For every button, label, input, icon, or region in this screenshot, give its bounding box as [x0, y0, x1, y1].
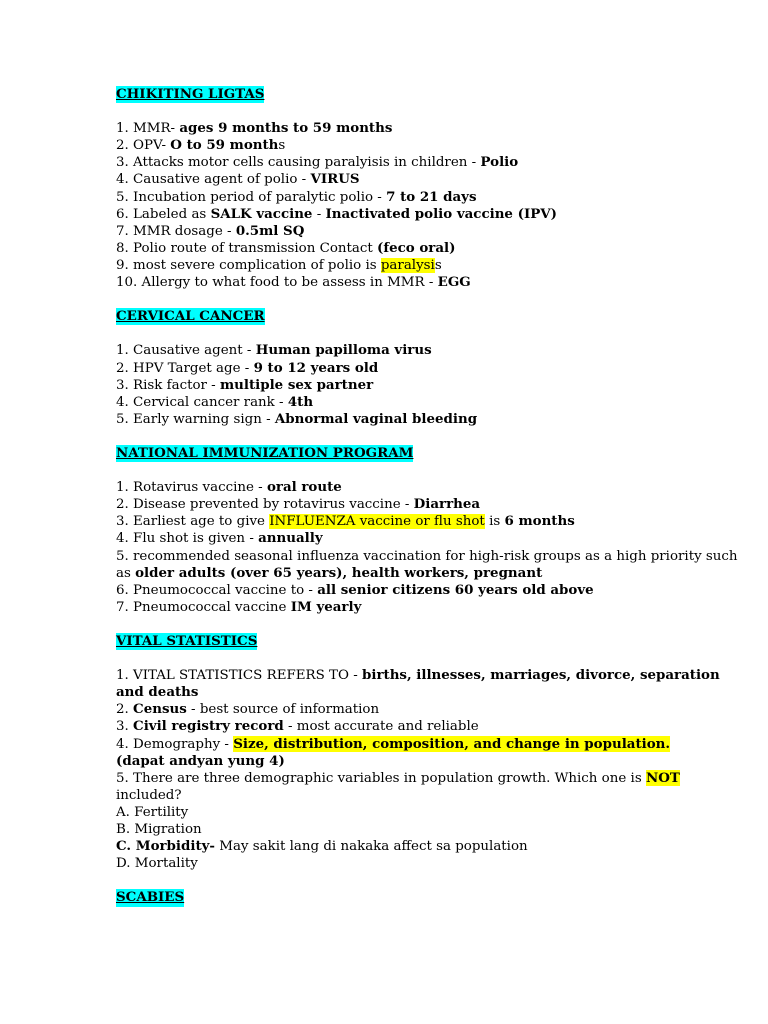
item-text: 1. VITAL STATISTICS REFERS TO -: [116, 668, 362, 684]
item-text: A. Fertility: [116, 804, 189, 820]
item-answer: 4th: [287, 393, 314, 410]
item-answer: oral route: [266, 479, 342, 496]
list-item: [116, 838, 746, 855]
item-answer: all senior citizens 60 years old above: [317, 581, 594, 598]
section-heading: CERVICAL CANCER: [116, 308, 265, 325]
item-text: 5. There are three demographic variables in population growth. Which one is: [116, 770, 646, 786]
item-text: 3. Risk factor -: [116, 377, 220, 393]
item-text: D. Mortality: [116, 856, 198, 872]
item-answer: IM yearly: [290, 598, 362, 615]
item-text: 9. most severe complication of polio is: [116, 257, 381, 273]
item-text: 1. MMR-: [116, 121, 180, 137]
list-item: [116, 171, 746, 188]
document-body: [116, 86, 746, 924]
list-item: [116, 496, 746, 513]
highlighted-answer: Size, distribution, composition, and change in population.: [233, 735, 671, 752]
item-text: 3.: [116, 719, 134, 735]
item-text: 7. Pneumococcal vaccine: [116, 599, 291, 615]
item-text: 3. Attacks motor cells causing paralyisis in children -: [116, 155, 481, 171]
list-item: [116, 240, 746, 257]
item-answer: Human papilloma virus: [255, 342, 432, 359]
item-text: 2. OPV-: [116, 138, 171, 154]
item-answer: annually: [258, 530, 323, 547]
item-text: included?: [116, 787, 182, 803]
spacer: [116, 872, 746, 889]
item-text: 2. HPV Target age -: [116, 360, 254, 376]
list-item: [116, 223, 746, 240]
list-item: [116, 548, 746, 582]
item-text: 1. Rotavirus vaccine -: [116, 480, 267, 496]
item-answer: Diarrhea: [413, 496, 481, 513]
section-3: [116, 633, 746, 889]
spacer: [116, 650, 746, 667]
spacer: [116, 616, 746, 633]
list-item: [116, 770, 746, 804]
section-4: [116, 889, 746, 923]
item-answer: multiple sex partner: [219, 376, 374, 393]
list-item: [116, 137, 746, 154]
list-item: [116, 821, 746, 838]
item-text: 2. Disease prevented by rotavirus vaccine -: [116, 497, 414, 513]
item-answer: 9 to 12 years old: [253, 359, 379, 376]
list-item: [116, 530, 746, 547]
item-text: s: [278, 138, 286, 154]
item-answer: EGG: [437, 274, 471, 291]
section-1: [116, 308, 746, 445]
list-item: [116, 394, 746, 411]
item-answer: births, illnesses, marriages, divorce, separation and deaths: [116, 667, 720, 701]
list-item: [116, 599, 746, 616]
item-text: 4. Cervical cancer rank -: [116, 394, 288, 410]
section-heading: SCABIES: [116, 889, 185, 906]
spacer: [116, 462, 746, 479]
item-text: 5. recommended seasonal influenza vaccination for high-risk groups as a high priority such as: [116, 548, 738, 581]
item-text: s: [434, 257, 442, 273]
list-item: [116, 701, 746, 718]
item-answer: 7 to 21 days: [386, 188, 477, 205]
list-item: [116, 513, 746, 530]
list-item: [116, 804, 746, 821]
item-answer: 6 months: [504, 513, 575, 530]
section-heading: NATIONAL IMMUNIZATION PROGRAM: [116, 444, 414, 461]
list-item: [116, 736, 746, 753]
item-answer: ages 9 months to 59 months: [179, 120, 393, 137]
highlighted-answer: NOT: [645, 769, 680, 786]
item-answer: (dapat andyan yung 4): [116, 752, 285, 769]
item-text: 6. Labeled as: [116, 206, 211, 222]
item-text: is: [484, 514, 505, 530]
item-text: 10. Allergy to what food to be assess in MMR -: [116, 275, 438, 291]
section-heading: CHIKITING LIGTAS: [116, 86, 265, 102]
list-item: [116, 189, 746, 206]
spacer: [116, 428, 746, 445]
item-answer: Inactivated polio vaccine (IPV): [325, 205, 558, 222]
item-text: May sakit lang di nakaka affect sa population: [214, 839, 528, 855]
list-item: [116, 667, 746, 701]
item-answer: SALK vaccine: [210, 205, 313, 222]
item-answer: Abnormal vaginal bleeding: [274, 410, 478, 427]
list-item: [116, 582, 746, 599]
item-answer: Census: [133, 701, 187, 718]
list-item: [116, 479, 746, 496]
item-text: 2.: [116, 702, 134, 718]
item-answer: O to 59 month: [170, 137, 279, 154]
item-text: - best source of information: [186, 702, 380, 718]
item-answer: Civil registry record: [133, 718, 284, 735]
item-text: 8. Polio route of transmission Contact: [116, 240, 378, 256]
item-text: -: [312, 206, 326, 222]
list-item-continuation: [116, 753, 746, 770]
spacer: [116, 103, 746, 120]
spacer: [116, 907, 746, 924]
spacer: [116, 291, 746, 308]
item-answer: VIRUS: [310, 171, 360, 188]
highlighted-text: INFLUENZA vaccine or flu shot: [269, 514, 485, 530]
list-item: [116, 377, 746, 394]
section-2: [116, 445, 746, 633]
item-text: 5. Incubation period of paralytic polio -: [116, 189, 387, 205]
item-text: B. Migration: [116, 822, 202, 838]
item-answer: Polio: [480, 154, 519, 171]
list-item: [116, 360, 746, 377]
item-text: 7. MMR dosage -: [116, 223, 236, 239]
item-answer: C. Morbidity-: [116, 838, 215, 855]
item-text: 4. Demography -: [116, 736, 234, 752]
item-answer: older adults (over 65 years), health workers, pregnant: [135, 564, 543, 581]
list-item: [116, 120, 746, 137]
list-item: [116, 154, 746, 171]
list-item: [116, 855, 746, 872]
item-text: 3. Earliest age to give: [116, 514, 270, 530]
list-item: [116, 411, 746, 428]
list-item: [116, 206, 746, 223]
item-answer: (feco oral): [377, 239, 456, 256]
item-text: 1. Causative agent -: [116, 343, 256, 359]
item-text: 6. Pneumococcal vaccine to -: [116, 582, 318, 598]
highlighted-text: paralysi: [380, 257, 435, 273]
list-item: [116, 274, 746, 291]
item-text: - most accurate and reliable: [283, 719, 479, 735]
item-text: 5. Early warning sign -: [116, 411, 275, 427]
section-heading: VITAL STATISTICS: [116, 633, 258, 649]
item-text: 4. Flu shot is given -: [116, 531, 259, 547]
list-item: [116, 257, 746, 274]
spacer: [116, 325, 746, 342]
item-answer: 0.5ml SQ: [235, 222, 305, 239]
item-text: 4. Causative agent of polio -: [116, 172, 311, 188]
section-0: [116, 86, 746, 308]
list-item: [116, 342, 746, 359]
list-item: [116, 718, 746, 735]
